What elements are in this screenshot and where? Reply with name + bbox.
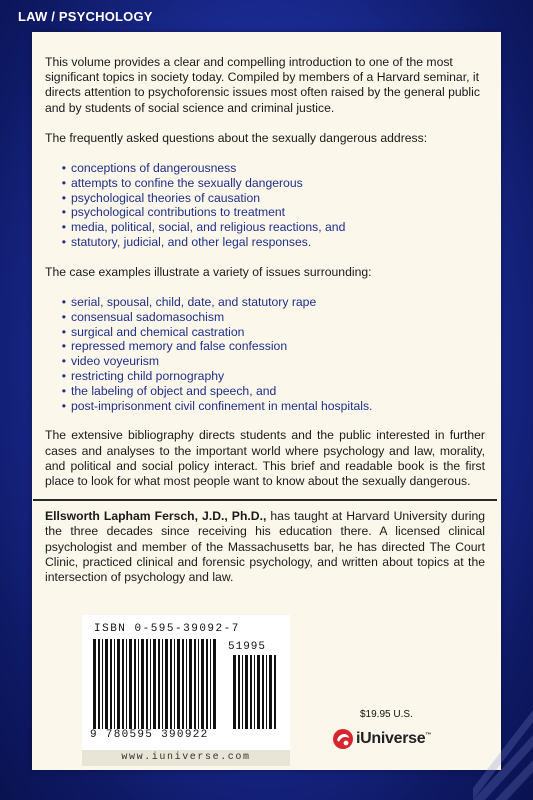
category-label: LAW / PSYCHOLOGY <box>18 9 153 24</box>
isbn-text: ISBN 0-595-39092-7 <box>94 623 240 635</box>
publisher-logo <box>332 728 431 750</box>
barcode-bar <box>150 639 151 729</box>
barcode-bar <box>93 639 96 729</box>
list-item: • repressed memory and false confession <box>45 339 485 354</box>
barcode-bar <box>102 639 103 729</box>
barcode-bar <box>206 639 208 729</box>
barcode-bar <box>198 639 199 729</box>
barcode-bar <box>174 639 175 729</box>
list-item: • restricting child pornography <box>45 369 485 384</box>
author-name: Ellsworth Lapham Fersch, J.D., Ph.D., <box>45 509 267 524</box>
barcode-bar <box>182 639 184 729</box>
barcode-bar <box>210 639 211 729</box>
barcode-bar <box>114 639 115 729</box>
list-item: • conceptions of dangerousness <box>45 161 485 176</box>
questions-lead: The frequently asked questions about the sexually dangerous address: <box>45 130 428 145</box>
list-item: • post-imprisonment civil confinement in mental hospitals. <box>45 399 485 414</box>
barcode-bar <box>201 639 204 729</box>
addon-barcode-bars <box>232 655 280 729</box>
cases-lead: The case examples illustrate a variety of issues surrounding: <box>45 264 372 279</box>
isbn-barcode <box>82 615 290 750</box>
barcode-bar <box>146 639 148 729</box>
publisher-url: www.iuniverse.com <box>82 750 290 766</box>
barcode-bar <box>98 639 100 729</box>
barcode-bar <box>194 639 196 729</box>
barcode-bar <box>254 655 255 729</box>
isbn-digits: 9 780595 390922 <box>90 729 209 741</box>
barcode-bar <box>213 639 216 729</box>
barcode-bar <box>129 639 132 729</box>
barcode-bar <box>269 655 272 729</box>
list-item: • statutory, judicial, and other legal responses. <box>45 235 485 250</box>
iuniverse-swirl-icon <box>332 728 354 750</box>
barcode-bar <box>177 639 180 729</box>
list-item: • media, political, social, and religious reactions, and <box>45 220 485 235</box>
barcode-bar <box>158 639 160 729</box>
closing-paragraph: The extensive bibliography directs students and the public interested in further cases and analyses to the important world where psychology and law, morality, and political and social policy interact. This brief and readable book is the first place to look for what most people want to know about the sexually dangerous. <box>45 428 485 488</box>
list-item: • attempts to confine the sexually dangerous <box>45 176 485 191</box>
intro-paragraph: This volume provides a clear and compelling introduction to one of the most significant topics in society today. Compiled by members of a Harvard seminar, it directs attention to psychoforensic issues most often raised by the general public and by students of social science and criminal justice. <box>45 55 480 115</box>
barcode-bar <box>165 639 168 729</box>
list-item: • the labeling of object and speech, and <box>45 384 485 399</box>
publisher-name <box>356 730 431 748</box>
barcode-bar <box>238 655 240 729</box>
price-code: 51995 <box>228 641 267 653</box>
barcode-bar <box>110 639 112 729</box>
barcode-bar <box>134 639 136 729</box>
cases-list <box>45 295 485 413</box>
barcode-bar <box>250 655 252 729</box>
barcode-bar <box>138 639 139 729</box>
barcode-bar <box>189 639 192 729</box>
back-cover-text <box>45 55 485 585</box>
barcode-bars <box>92 639 220 729</box>
barcode-bar <box>257 655 260 729</box>
barcode-bar <box>141 639 144 729</box>
author-bio-text: has taught at Harvard University during the three decades since receiving his education there. A licensed clinical psychologist and member of the Massachusetts bar, he has directed The Court Clinic, practiced clinical and forensic psychology, and written about topics at the intersection of psychology and law. <box>45 509 485 584</box>
barcode-bar <box>105 639 108 729</box>
barcode-bar <box>186 639 187 729</box>
publisher-name-text: iUniverse <box>356 730 426 747</box>
list-item: • psychological contributions to treatment <box>45 205 485 220</box>
barcode-bar <box>122 639 124 729</box>
trademark-symbol: ™ <box>425 732 432 739</box>
corner-stripes <box>473 710 533 800</box>
barcode-bar <box>266 655 267 729</box>
barcode-bar <box>274 655 276 729</box>
list-item: • psychological theories of causation <box>45 191 485 206</box>
questions-list <box>45 161 485 250</box>
list-item: • video voyeurism <box>45 354 485 369</box>
barcode-bar <box>245 655 248 729</box>
barcode-bar <box>233 655 236 729</box>
barcode-bar <box>126 639 127 729</box>
barcode-bar <box>117 639 120 729</box>
barcode-bar <box>262 655 264 729</box>
author-bio <box>45 509 485 585</box>
barcode-bar <box>153 639 156 729</box>
barcode-bar <box>170 639 172 729</box>
section-divider <box>33 499 497 501</box>
barcode-bar <box>162 639 163 729</box>
list-item: • surgical and chemical castration <box>45 325 485 340</box>
barcode-bar <box>242 655 243 729</box>
price-label: $19.95 U.S. <box>360 709 413 720</box>
list-item: • serial, spousal, child, date, and statutory rape <box>45 295 485 310</box>
list-item: • consensual sadomasochism <box>45 310 485 325</box>
